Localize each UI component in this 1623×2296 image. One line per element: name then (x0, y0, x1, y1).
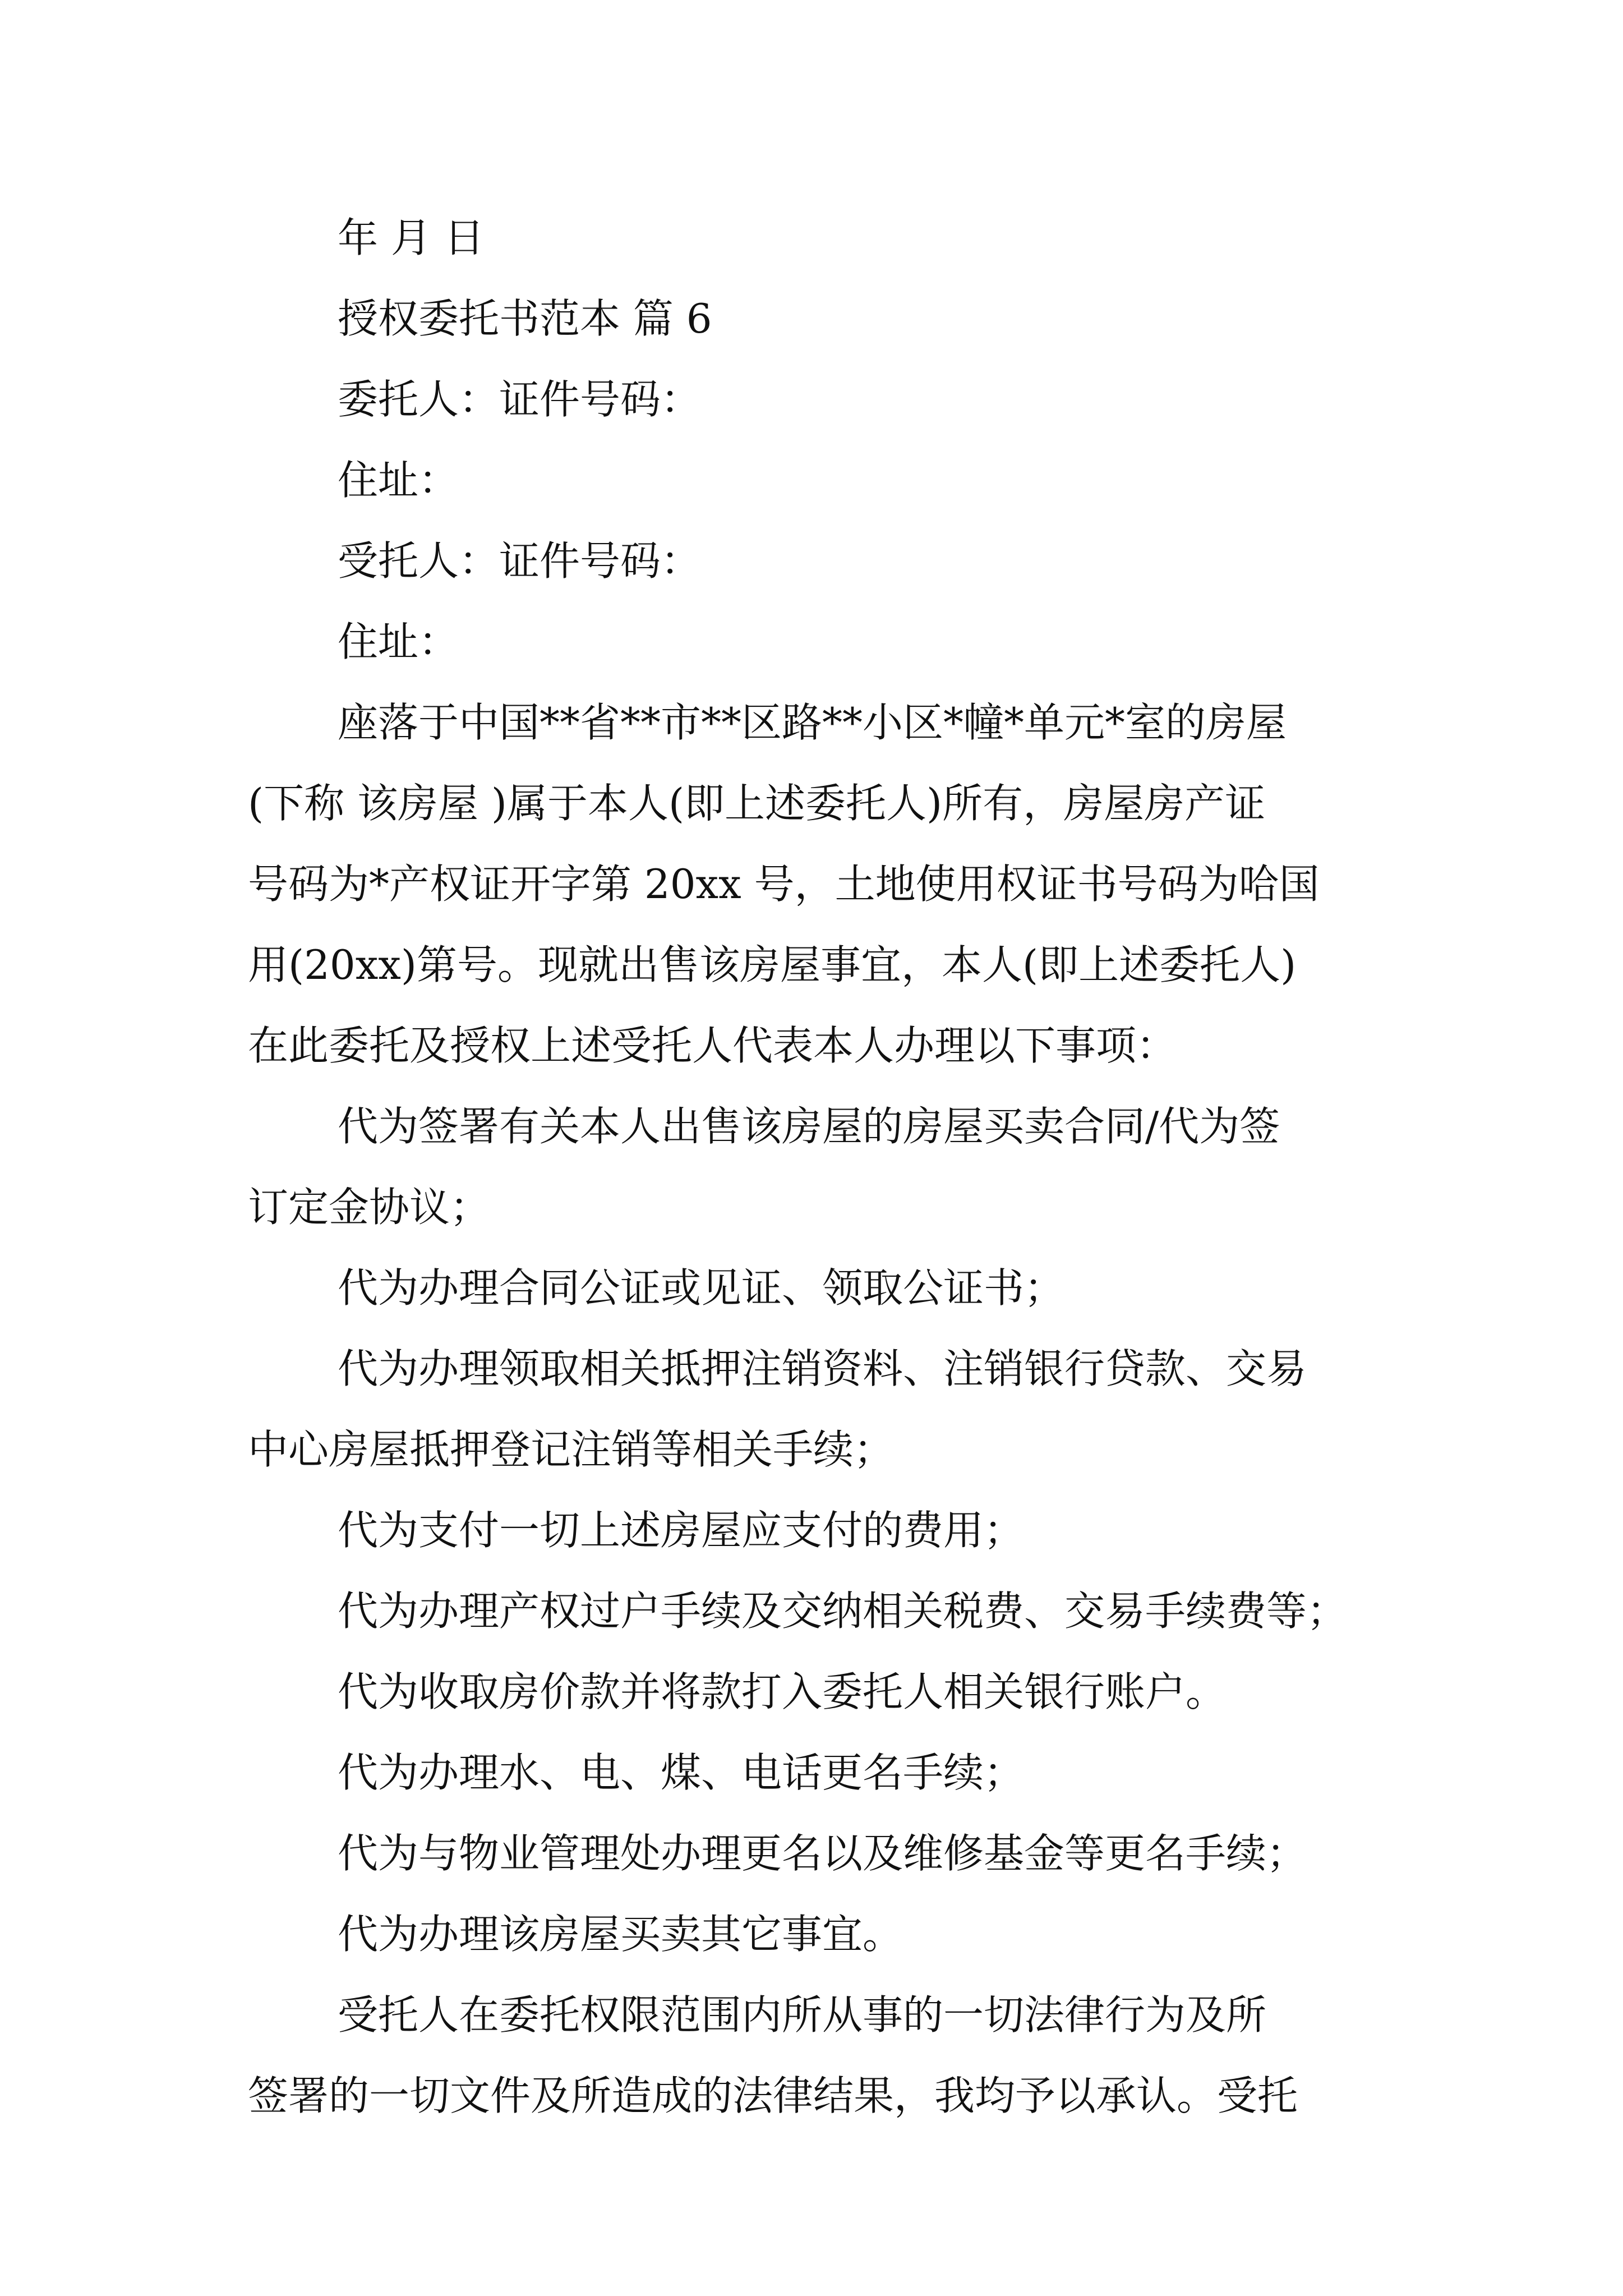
authorized-item-line: 代为收取房价款并将款打入委托人相关银行账户。 (338, 1668, 1227, 1715)
authorized-item-line: 代为与物业管理处办理更名以及维修基金等更名手续； (338, 1830, 1307, 1877)
authorized-item-line: 订定金协议； (248, 1184, 491, 1231)
agent-address-line: 住址： (338, 618, 459, 665)
body-text-line: 用(20xx)第号。现就出售该房屋事宜，本人(即上述委托人) (248, 941, 1297, 988)
authorized-item-line: 代为办理领取相关抵押注销资料、注销银行贷款、交易 (338, 1345, 1307, 1392)
principal-id-line: 委托人：证件号码： (338, 376, 702, 423)
authorized-item-line: 代为办理合同公证或见证、领取公证书； (338, 1264, 1065, 1312)
agent-id-line: 受托人：证件号码： (338, 537, 702, 585)
section-title: 授权委托书范本 篇 6 (338, 295, 712, 342)
date-line: 年 月 日 (338, 214, 485, 261)
authorized-item-line: 代为办理水、电、煤、电话更名手续； (338, 1749, 1025, 1796)
authorized-item-line: 代为签署有关本人出售该房屋的房屋买卖合同/代为签 (338, 1103, 1280, 1150)
authorized-item-line: 代为支付一切上述房屋应支付的费用； (338, 1507, 1025, 1554)
body-text-line: (下称 该房屋 )属于本人(即上述委托人)所有，房屋房产证 (248, 780, 1266, 827)
body-text-line: 号码为*产权证开字第 20xx 号，土地使用权证书号码为哈国 (248, 861, 1320, 908)
body-text-line: 座落于中国**省**市**区路**小区*幢*单元*室的房屋 (338, 699, 1287, 746)
authorized-item-line: 代为办理产权过户手续及交纳相关税费、交易手续费等； (338, 1588, 1348, 1635)
document-body (248, 197, 1370, 2136)
body-text-line: 在此委托及授权上述受托人代表本人办理以下事项： (248, 1022, 1177, 1069)
closing-text-line: 签署的一切文件及所造成的法律结果，我均予以承认。受托 (248, 2072, 1298, 2119)
authorized-item-line: 中心房屋抵押登记注销等相关手续； (248, 1426, 895, 1473)
principal-address-line: 住址： (338, 457, 459, 504)
closing-text-line: 受托人在委托权限范围内所从事的一切法律行为及所 (338, 1991, 1267, 2039)
authorized-item-line: 代为办理该房屋买卖其它事宜。 (338, 1911, 903, 1958)
